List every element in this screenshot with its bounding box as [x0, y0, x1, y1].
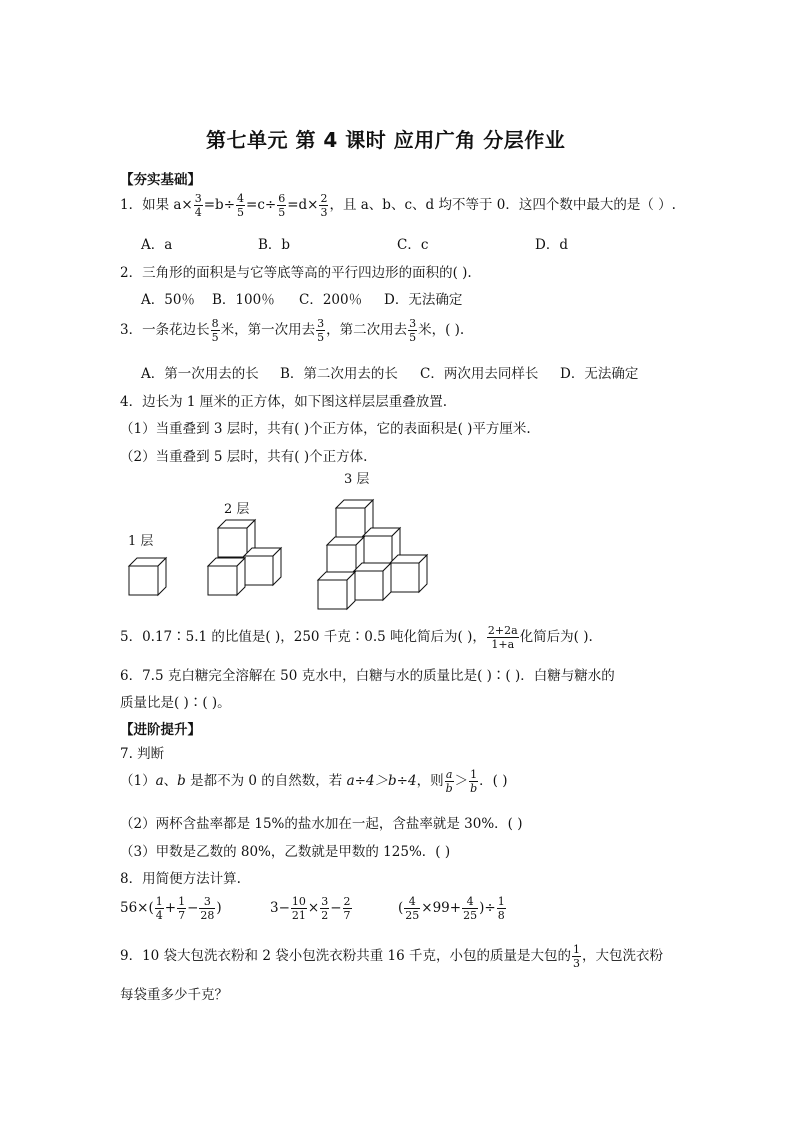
- q7-s1-post: ．( ): [479, 773, 508, 789]
- cube-3-layer-bottom-right: [390, 555, 427, 592]
- q7-s1-fraction-1-over-b: $\frac{1}{b}$: [470, 768, 478, 795]
- q7-s1-fraction-a-over-b: $\frac{a}{b}$: [445, 768, 453, 795]
- question-7-sub-3: （3）甲数是乙数的 80%，乙数就是甲数的 125%．( ): [120, 844, 451, 860]
- question-6-line-1: 6．7.5 克白糖完全溶解在 50 克水中，白糖与水的质量比是( )∶( )．白糖与糖水的: [120, 668, 615, 684]
- q3-text-m2: ，第二次用去: [326, 322, 408, 338]
- q7-s1-var-a: a: [155, 773, 164, 789]
- q7-s1-then: ，则: [416, 773, 444, 789]
- cube-3-layer-bottom-mid: [354, 563, 391, 600]
- q1-option-a: A．a: [141, 237, 173, 253]
- q3-text-post: 米，( ).: [418, 322, 465, 338]
- q7-s1-mid: 、: [163, 773, 178, 789]
- label-3-layer: 3 层: [344, 472, 370, 487]
- q1-fraction-2: $\frac{4}{5}$: [237, 192, 245, 219]
- q7-s1-gt: ＞: [454, 773, 469, 789]
- question-6-line-2: 质量比是( )∶( )。: [120, 695, 231, 711]
- q3-fraction-2: $\frac{3}{5}$: [317, 317, 325, 344]
- q1-fraction-1: $\frac{3}{4}$: [194, 192, 202, 219]
- q1-text-pre: 1．如果 a×: [120, 197, 193, 213]
- cube-2-layer-left: [208, 558, 245, 595]
- q2-option-b: B．100％: [212, 292, 275, 308]
- q1-text-m2: =c÷: [246, 197, 277, 213]
- q1-option-d: D．d: [535, 237, 568, 253]
- question-3-stem: [120, 318, 464, 343]
- question-2-stem: 2．三角形的面积是与它等底等高的平行四边形的面积的( ).: [120, 265, 472, 281]
- q8-expression-1: 56×( $\frac{1}{4}$ + $\frac{1}{7}$ − $\frac{3}{28}$ ): [120, 895, 222, 922]
- section-advanced-heading: 【进阶提升】: [120, 722, 201, 738]
- q1-option-c: C．c: [397, 237, 429, 253]
- q1-text-m3: =d×: [287, 197, 319, 213]
- cubes-group: [129, 500, 427, 609]
- q1-text-m1: =b÷: [203, 197, 236, 213]
- q8-expression-2: 3− $\frac{10}{21}$ × $\frac{3}{2}$ − $\frac{2}{7}$: [270, 895, 351, 922]
- q3-text-m1: 米，第一次用去: [220, 322, 316, 338]
- q3-fraction-3: $\frac{3}{5}$: [409, 317, 417, 344]
- q3-fraction-1: $\frac{8}{5}$: [211, 317, 219, 344]
- q1-text-post: ，且 a、b、c、d 均不等于 0．这四个数中最大的是（ ）.: [329, 197, 676, 213]
- q2-option-d: D．无法确定: [384, 292, 463, 308]
- label-2-layer: 2 层: [224, 502, 250, 517]
- q2-option-c: C．200％: [299, 292, 363, 308]
- question-4-stem: 4．边长为 1 厘米的正方体，如下图这样层层重叠放置.: [120, 394, 448, 410]
- q5-text-pre: 5．0.17∶5.1 的比值是( )，250 千克∶0.5 吨化简后为( )，: [120, 629, 486, 645]
- q3-option-d: D．无法确定: [560, 366, 639, 382]
- cube-2-layer-right: [244, 548, 281, 585]
- question-7-sub-1: [120, 769, 508, 794]
- q8-expression-3: ( $\frac{4}{25}$ ×99+ $\frac{4}{25}$ )÷ $\frac{1}{8}$: [398, 895, 505, 922]
- question-1-stem: [120, 193, 676, 218]
- question-4-sub-1: （1）当重叠到 3 层时，共有( )个正方体，它的表面积是( )平方厘米.: [120, 421, 531, 437]
- q7-s1-pre: （1）: [120, 773, 156, 789]
- question-7-sub-2: （2）两杯含盐率都是 15%的盐水加在一起，含盐率就是 30%．( ): [120, 816, 523, 832]
- q3-option-b: B．第二次用去的长: [280, 366, 398, 382]
- label-1-layer: 1 层: [128, 534, 154, 549]
- question-4-sub-2: （2）当重叠到 5 层时，共有( )个正方体.: [120, 449, 368, 465]
- stacked-cubes-figure: [120, 465, 440, 615]
- q2-option-a: A．50％: [141, 292, 195, 308]
- question-9-line-1: [120, 944, 663, 969]
- question-7-stem: 7. 判断: [120, 746, 165, 762]
- q1-fraction-3: $\frac{6}{5}$: [278, 192, 286, 219]
- cube-3-layer-bottom-left: [318, 572, 355, 609]
- q9-text-pre: 9．10 袋大包洗衣粉和 2 袋小包洗衣粉共重 16 千克，小包的质量是大包的: [120, 948, 571, 964]
- q5-fraction: $\frac{2+2a}{1+a}$: [487, 624, 518, 651]
- q7-s1-var-b: b: [177, 773, 186, 789]
- page-title: 第七单元 第 4 课时 应用广角 分层作业: [206, 128, 566, 152]
- question-8-stem: 8．用简便方法计算.: [120, 871, 241, 887]
- q7-s1-text: 是都不为 0 的自然数，若: [185, 773, 347, 789]
- q9-fraction: $\frac{1}{3}$: [573, 943, 580, 970]
- q1-fraction-4: $\frac{2}{3}$: [320, 192, 328, 219]
- question-5-stem: [120, 625, 593, 650]
- cube-1-layer: [129, 558, 166, 595]
- q1-option-b: B．b: [258, 237, 291, 253]
- q5-text-post: 化简后为( ).: [519, 629, 593, 645]
- q3-option-c: C．两次用去同样长: [420, 366, 539, 382]
- q3-text-pre: 3．一条花边长: [120, 322, 210, 338]
- q7-s1-inequality: a÷4＞b÷4: [346, 773, 417, 789]
- q9-text-post: ，大包洗衣粉: [582, 948, 663, 964]
- question-9-line-2: 每袋重多少千克？: [120, 987, 228, 1003]
- q3-option-a: A．第一次用去的长: [141, 366, 259, 382]
- section-basic-heading: 【夯实基础】: [120, 172, 201, 188]
